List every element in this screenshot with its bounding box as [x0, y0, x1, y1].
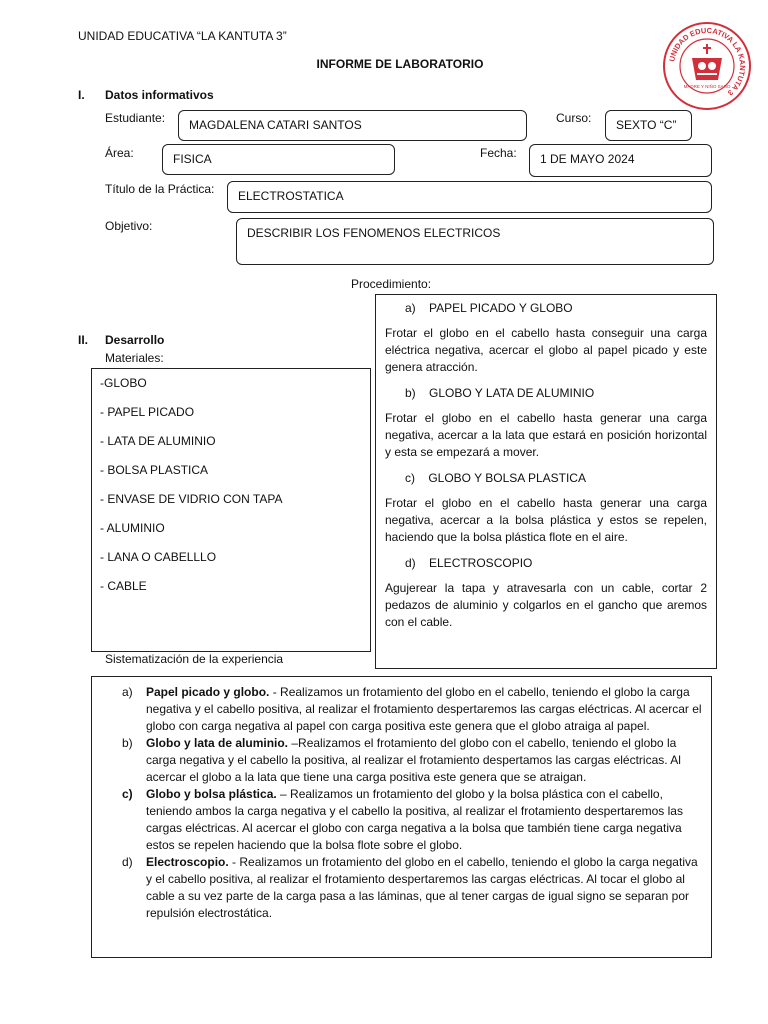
objective-field: [236, 218, 714, 265]
item-title: Papel picado y globo.: [146, 685, 270, 699]
procedure-heading-d: d) ELECTROSCOPIO: [405, 556, 533, 570]
item-letter: b): [122, 736, 133, 750]
procedure-box: [375, 294, 717, 669]
area-field: [162, 144, 395, 175]
item-letter: a): [122, 685, 133, 699]
procedure-text-a: Frotar el globo en el cabello hasta conseguir una carga eléctrica negativa, acercar el globo al papel picado y este genera atracción.: [385, 326, 707, 374]
svg-text:UNIDAD EDUCATIVA LA KANTUTA 3: UNIDAD EDUCATIVA LA KANTUTA 3: [667, 25, 748, 98]
practice-label: Título de la Práctica:: [105, 182, 215, 196]
area-label: Área:: [105, 146, 134, 160]
item-title: Globo y bolsa plástica.: [146, 787, 277, 801]
procedure-heading-b: b) GLOBO Y LATA DE ALUMINIO: [405, 386, 595, 400]
student-field: [178, 110, 527, 141]
school-name: UNIDAD EDUCATIVA “LA KANTUTA 3”: [78, 29, 287, 43]
material-item: - LATA DE ALUMINIO: [100, 434, 216, 448]
svg-text:MADRE Y NIÑO SANO: MADRE Y NIÑO SANO: [683, 84, 731, 89]
course-value: SEXTO “C”: [616, 118, 677, 132]
course-field: [605, 110, 692, 141]
item-letter: c): [122, 787, 133, 801]
report-title: INFORME DE LABORATORIO: [316, 57, 484, 71]
date-label: Fecha:: [480, 146, 517, 160]
school-seal-logo: [662, 20, 752, 112]
materials-box: [91, 368, 371, 652]
course-label: Curso:: [556, 111, 592, 125]
procedure-text-b: Frotar el globo en el cabello hasta generar una carga negativa, acercar a la lata que estará en posición horizontal y esta se empezará a mover.: [385, 411, 707, 459]
item-title: Electroscopio.: [146, 855, 229, 869]
material-item: - LANA O CABELLLO: [100, 550, 217, 564]
material-item: - BOLSA PLASTICA: [100, 463, 209, 477]
student-label: Estudiante:: [105, 111, 166, 125]
objective-label: Objetivo:: [105, 219, 153, 233]
systematization-item-d: [122, 854, 702, 922]
item-title: Globo y lata de aluminio.: [146, 736, 289, 750]
procedure-heading-c: c) GLOBO Y BOLSA PLASTICA: [405, 471, 586, 485]
material-item: - ENVASE DE VIDRIO CON TAPA: [100, 492, 283, 506]
procedure-text-d: Agujerear la tapa y atravesarla con un cable, cortar 2 pedazos de aluminio y colgarlos en el gancho que aremos con el cable.: [385, 581, 707, 629]
item-text: –Realizamos el frotamiento del globo con el cabello, teniendo el globo la carga negativa y el cabello la positiva, al realizar el frotamiento despertamos las cargas eléctricas. Al acercar el globo a la lata que tiene una carga positiva este genera que se atraigan.: [146, 736, 681, 784]
systematization-item-b: [122, 735, 702, 786]
item-text: - Realizamos un frotamiento del globo en el cabello, teniendo el globo la carga negativa y el cabello positiva, al realizar el frotamiento despertaremos las cargas eléctricas. Al tocar el globo al cable a su vez parte de la carga pasa a las láminas, que al tener cargas de igual signo se separan por repulsión electrostática.: [146, 855, 698, 920]
section-1-title: Datos informativos: [105, 88, 214, 102]
practice-field: [227, 181, 712, 213]
practice-value: ELECTROSTATICA: [238, 189, 344, 203]
student-value: MAGDALENA CATARI SANTOS: [189, 118, 362, 132]
item-text: – Realizamos un frotamiento del globo y la bolsa plástica con el cabello, teniendo ambos la carga negativa y el cabello la positiva, al realizar el frotamiento despertaremos las cargas eléctricas. Al acercar el globo con carga negativa a la bolsa que también tiene carga negativa estos se repelen haciendo que la bolsa flote sobre el globo.: [146, 787, 683, 852]
materials-label: Materiales:: [105, 351, 164, 365]
procedure-heading-a: a) PAPEL PICADO Y GLOBO: [405, 301, 573, 315]
systematization-item-a: [122, 684, 702, 735]
section-2-numeral: II.: [78, 333, 89, 347]
material-item: -GLOBO: [100, 376, 147, 390]
item-text: - Realizamos un frotamiento del globo en el cabello, teniendo el globo la carga negativa y el cabello positiva, al realizar el frotamiento despertaremos las cargas eléctricas. Al acercar el globo con carga negativa al papel con carga positiva este genera que el globo atraiga al papel.: [146, 685, 702, 733]
area-value: FISICA: [173, 152, 212, 166]
date-value: 1 DE MAYO 2024: [540, 152, 635, 166]
objective-value: DESCRIBIR LOS FENOMENOS ELECTRICOS: [247, 226, 501, 240]
section-1-numeral: I.: [78, 88, 85, 102]
procedure-title: Procedimiento:: [351, 277, 432, 291]
material-item: - CABLE: [100, 579, 147, 593]
systematization-label: Sistematización de la experiencia: [105, 652, 284, 666]
systematization-box: [91, 676, 712, 958]
date-field: [529, 144, 712, 177]
material-item: - ALUMINIO: [100, 521, 165, 535]
systematization-item-c: [122, 786, 702, 854]
item-letter: d): [122, 855, 133, 869]
section-2-title: Desarrollo: [105, 333, 165, 347]
material-item: - PAPEL PICADO: [100, 405, 195, 419]
procedure-text-c: Frotar el globo en el cabello hasta generar una carga negativa, acercar a la bolsa plástica y estos se repelen, haciendo que la bolsa plástica flote en el aire.: [385, 496, 707, 544]
